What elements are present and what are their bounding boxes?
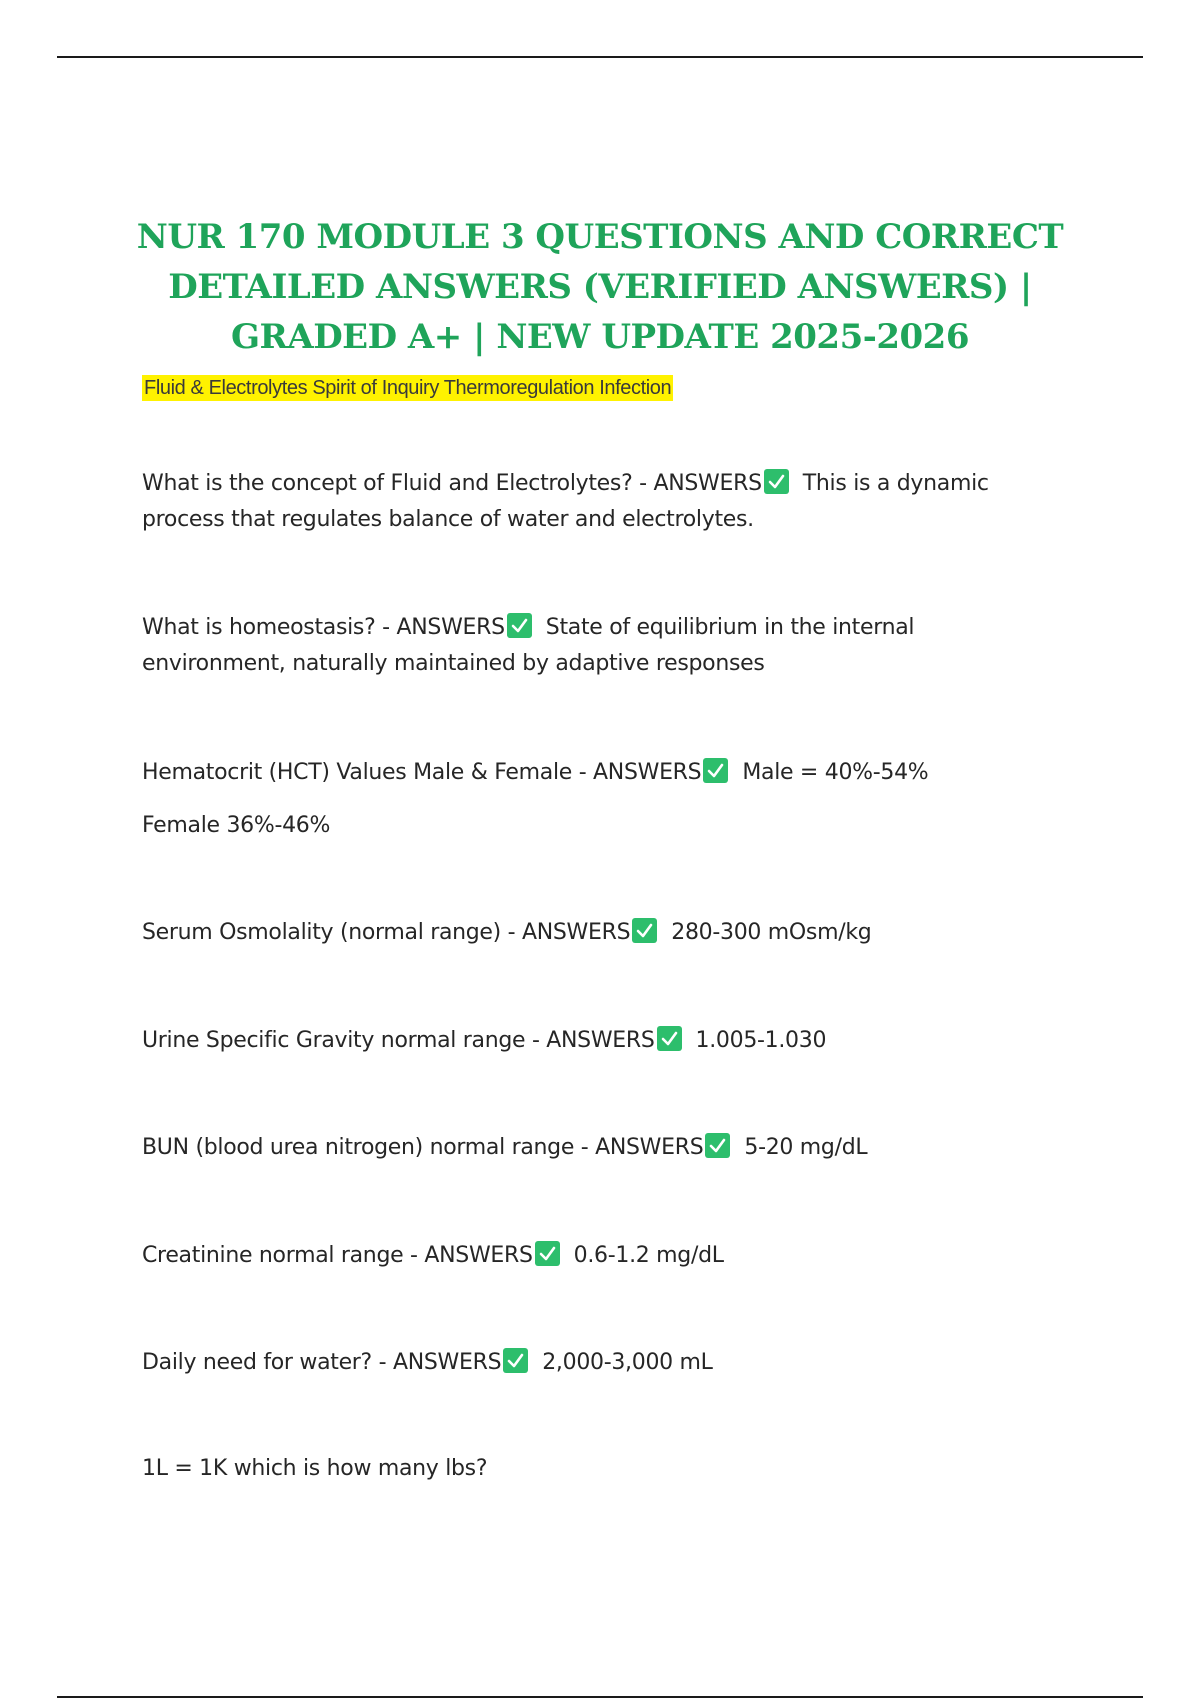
qa-item (142, 1130, 1062, 1166)
question-text: Urine Specific Gravity normal range - ANSWERS (142, 1028, 655, 1053)
check-box-icon (632, 918, 657, 943)
question-text: Daily need for water? - ANSWERS (142, 1350, 502, 1375)
answer-text: 1.005-1.030 (695, 1028, 827, 1053)
question-text: Creatinine normal range - ANSWERS (142, 1243, 533, 1268)
question-text: BUN (blood urea nitrogen) normal range - ANSWERS (142, 1135, 704, 1160)
qa-item (142, 1451, 1062, 1487)
check-box-icon (503, 1348, 528, 1373)
topic-list: Fluid & Electrolytes Spirit of Inquiry Thermoregulation Infection (144, 377, 672, 399)
header-rule (57, 56, 1143, 58)
answer-text: 5-20 mg/dL (744, 1135, 868, 1160)
qa-item (142, 610, 1062, 682)
answer-text: Male = 40%-54% (742, 760, 929, 785)
check-box-icon (764, 469, 789, 494)
check-box-icon (703, 758, 728, 783)
check-box-icon (657, 1026, 682, 1051)
qa-item (142, 915, 1062, 951)
document-title: NUR 170 MODULE 3 QUESTIONS AND CORRECT DETAILED ANSWERS (VERIFIED ANSWERS) | GRADED A+ | NEW UPDATE 2025-2026 (136, 217, 1064, 357)
qa-item (142, 466, 1062, 538)
answer-text: 280-300 mOsm/kg (671, 920, 872, 945)
question-text: Serum Osmolality (normal range) - ANSWERS (142, 920, 631, 945)
footer-rule (57, 1696, 1143, 1698)
question-text: What is the concept of Fluid and Electrolytes? - ANSWERS (142, 471, 762, 496)
check-box-icon (705, 1133, 730, 1158)
qa-item (142, 1023, 1062, 1059)
question-text: What is homeostasis? - ANSWERS (142, 615, 505, 640)
answer-continuation: Female 36%-46% (142, 813, 331, 838)
question-text: Hematocrit (HCT) Values Male & Female - ANSWERS (142, 760, 702, 785)
check-box-icon (535, 1241, 560, 1266)
answer-text: State of equilibrium in the internal environment, naturally maintained by adaptive responses (142, 615, 915, 676)
qa-item (142, 755, 1062, 791)
answer-text: This is a dynamic process that regulates balance of water and electrolytes. (142, 471, 989, 532)
answer-text: 0.6-1.2 mg/dL (573, 1243, 724, 1268)
answer-text: 2,000-3,000 mL (542, 1350, 713, 1375)
question-text: 1L = 1K which is how many lbs? (142, 1456, 488, 1481)
qa-item (142, 1345, 1062, 1381)
check-box-icon (507, 613, 532, 638)
qa-item (142, 1238, 1062, 1274)
